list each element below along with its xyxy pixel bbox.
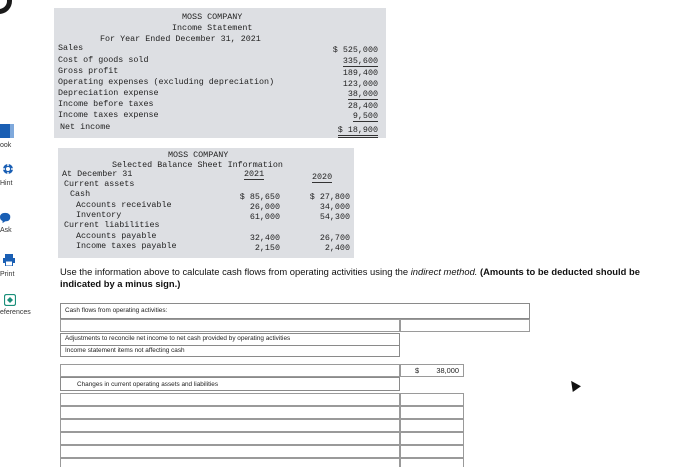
answer-input-amount[interactable] — [400, 432, 464, 445]
bs-asset-2021: 61,000 — [249, 212, 280, 222]
answer-adjust-row — [60, 333, 400, 345]
sidebar-item-label: ook — [0, 142, 12, 149]
bs-asset-label: Accounts receivable — [76, 200, 172, 210]
answer-input-row[interactable] — [60, 393, 400, 406]
answer-input-amount[interactable] — [400, 419, 464, 432]
is-row-value: 28,400 — [347, 101, 378, 111]
bs-asset-2020: 54,300 — [319, 212, 350, 222]
bs-liability-2021: 32,400 — [249, 233, 280, 243]
is-row-label: Sales — [58, 43, 84, 53]
answer-input-amount[interactable] — [400, 458, 464, 467]
bs-col-2021: 2021 — [244, 169, 265, 179]
bs-liability-2020: 26,700 — [319, 233, 350, 243]
sidebar-item-label: Ask — [0, 227, 12, 234]
bs-liability-label: Accounts payable — [76, 231, 157, 241]
book-icon-shade — [10, 124, 14, 138]
mouse-cursor-icon — [567, 378, 581, 392]
bs-current-assets: Current assets — [64, 179, 135, 189]
bs-asset-2020: 34,000 — [319, 202, 350, 212]
answer-changes-row — [60, 377, 400, 391]
is-company: MOSS COMPANY — [182, 12, 243, 22]
bs-liability-2020: 2,400 — [324, 243, 350, 253]
is-row-value: 189,400 — [342, 68, 378, 78]
is-row-label: Depreciation expense — [58, 88, 159, 98]
answer-input-amount[interactable] — [400, 393, 464, 406]
answer-nonaffecting-label: Income statement items not affecting cash — [65, 347, 185, 354]
answer-dollar-sign: $ — [415, 366, 420, 375]
answer-input-row[interactable] — [60, 432, 400, 445]
is-row-label: Operating expenses (excluding depreciation) — [58, 77, 275, 87]
answer-input-row[interactable] — [60, 458, 400, 467]
book-icon[interactable] — [0, 124, 10, 138]
bs-liability-label: Income taxes payable — [76, 241, 177, 251]
answer-header-row — [60, 303, 530, 319]
bs-asset-label: Inventory — [76, 210, 122, 220]
bs-current-liabilities: Current liabilities — [64, 220, 160, 230]
is-row-value: 38,000 — [347, 89, 378, 99]
question-text-bold: (Amounts to be deducted should be indicated by a minus sign.) — [60, 266, 640, 289]
is-row-value: $ 18,900 — [338, 125, 378, 138]
is-row-value: 335,600 — [342, 56, 378, 66]
answer-input-row[interactable] — [60, 419, 400, 432]
answer-input-netincome-amount[interactable] — [400, 319, 530, 332]
answer-input-row[interactable] — [60, 406, 400, 419]
answer-adjustments-label: Adjustments to reconcile net income to net cash provided by operating activities — [65, 335, 291, 342]
bs-asset-2021: $ 85,650 — [239, 192, 280, 202]
is-row-label: Cost of goods sold — [58, 55, 149, 65]
is-row-label: Gross profit — [58, 66, 119, 76]
sidebar-item-label: Hint — [0, 180, 13, 187]
is-row-value: 123,000 — [342, 79, 378, 89]
bs-liability-2021: 2,150 — [254, 243, 280, 253]
ask-icon — [0, 212, 12, 224]
hint-icon — [2, 163, 14, 175]
sidebar-item-label: eferences — [0, 309, 31, 316]
answer-nonaffecting-row — [60, 345, 400, 357]
answer-input-depreciation-label[interactable] — [60, 364, 400, 377]
question-text — [60, 266, 660, 289]
question-text-a: Use the information above to calculate cash flows from operating activities using the — [60, 266, 411, 277]
is-row-label: Net income — [60, 122, 111, 132]
question-text-italic: indirect method. — [410, 266, 478, 277]
answer-input-amount[interactable] — [400, 445, 464, 458]
sidebar — [0, 0, 48, 467]
logo-icon — [0, 0, 12, 14]
bs-asset-2021: 26,000 — [249, 202, 280, 212]
is-row-value: 9,500 — [352, 111, 378, 121]
is-title: Income Statement — [172, 23, 253, 33]
answer-input-netincome-label[interactable] — [60, 319, 400, 332]
answer-input-row[interactable] — [60, 445, 400, 458]
is-row-value: $ 525,000 — [332, 45, 378, 55]
sidebar-item-label: Print — [0, 271, 15, 278]
bs-asset-2020: $ 27,800 — [309, 192, 350, 202]
bs-as-of: At December 31 — [62, 169, 133, 179]
bs-asset-label: Cash — [70, 189, 91, 199]
bs-title: Selected Balance Sheet Information — [112, 160, 283, 170]
answer-amount-value: 38,000 — [436, 366, 459, 375]
answer-header: Cash flows from operating activities: — [65, 307, 168, 314]
is-row-label: Income before taxes — [58, 99, 154, 109]
bs-company: MOSS COMPANY — [168, 150, 229, 160]
print-icon — [3, 254, 15, 266]
answer-input-depreciation-amount[interactable] — [400, 364, 464, 377]
bs-col-2020: 2020 — [312, 172, 333, 182]
is-period: For Year Ended December 31, 2021 — [100, 34, 261, 44]
is-row-label: Income taxes expense — [58, 110, 159, 120]
income-statement-panel — [54, 8, 386, 138]
references-icon — [4, 294, 16, 306]
answer-changes-label: Changes in current operating assets and liabilities — [77, 381, 219, 388]
answer-input-amount[interactable] — [400, 406, 464, 419]
balance-sheet-panel — [58, 148, 354, 258]
